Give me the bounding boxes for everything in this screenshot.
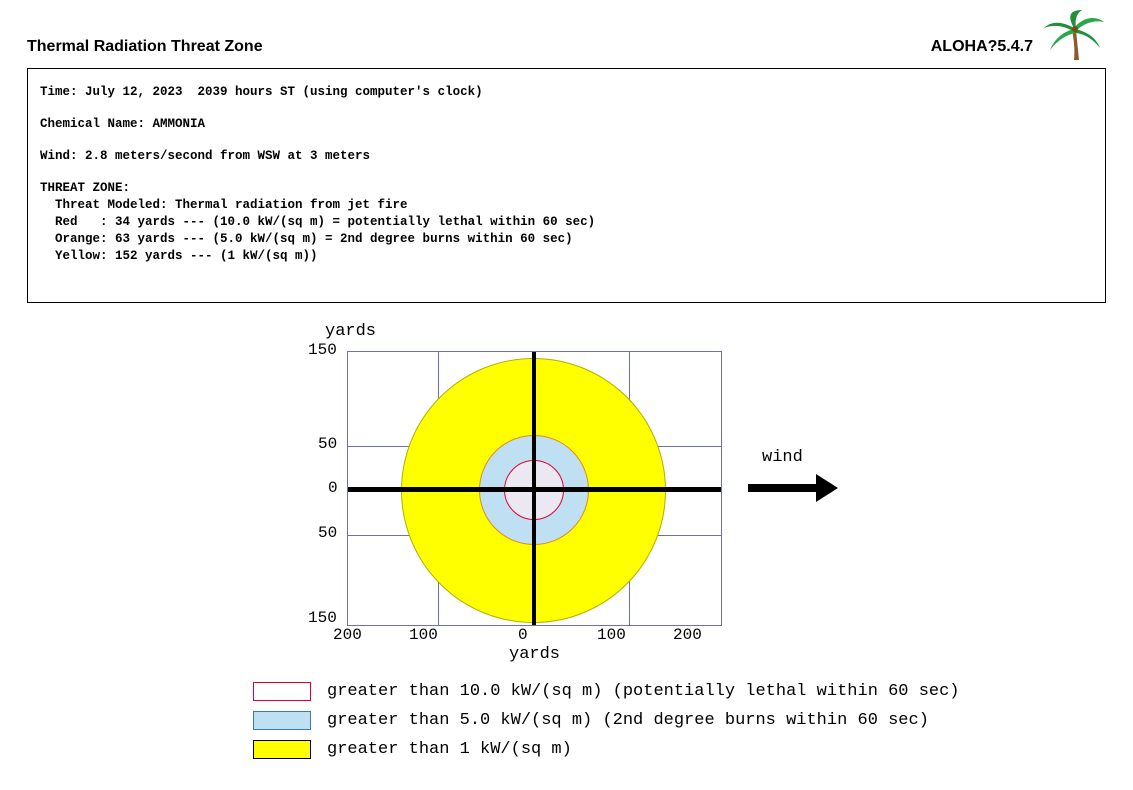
legend-swatch-yellow (253, 740, 311, 759)
page-title: Thermal Radiation Threat Zone (27, 38, 263, 55)
legend-label: greater than 10.0 kW/(sq m) (potentially lethal within 60 sec) (327, 681, 960, 701)
report-line-red: Red : 34 yards --- (10.0 kW/(sq m) = potentially lethal within 60 sec) (40, 215, 596, 229)
threat-report-panel (27, 68, 1106, 303)
y-tick-label: 150 (308, 341, 337, 359)
app-version-label: ALOHA?5.4.7 (930, 38, 1033, 55)
y-tick-label: 150 (308, 609, 337, 627)
wind-direction-indicator (748, 448, 858, 508)
x-tick-label: 200 (333, 626, 362, 644)
gridline-horizontal (348, 535, 721, 536)
x-tick-label: 100 (409, 626, 438, 644)
legend-label: greater than 1 kW/(sq m) (327, 739, 572, 759)
report-line-zone-head: THREAT ZONE: (40, 181, 131, 195)
x-tick-label: 200 (673, 626, 702, 644)
legend-item (253, 678, 1073, 704)
y-tick-label: 50 (318, 435, 338, 453)
axis-horizontal (348, 487, 721, 492)
report-line-chemical: Chemical Name: AMMONIA (40, 117, 206, 131)
wind-arrow-head-icon (816, 474, 838, 502)
x-axis-title: yards (509, 645, 561, 664)
report-line-yellow: Yellow: 152 yards --- (1 kW/(sq m)) (40, 249, 318, 263)
zone-orange-circle (479, 435, 589, 545)
y-tick-label: 0 (328, 479, 338, 497)
axis-vertical (532, 352, 536, 625)
report-line-model: Threat Modeled: Thermal radiation from jet fire (40, 198, 408, 212)
legend-label: greater than 5.0 kW/(sq m) (2nd degree burns within 60 sec) (327, 710, 929, 730)
palm-tree-icon (1038, 10, 1108, 62)
legend-swatch-red (253, 682, 311, 701)
report-line-wind: Wind: 2.8 meters/second from WSW at 3 meters (40, 149, 371, 163)
x-tick-label: 0 (518, 626, 528, 644)
y-tick-label: 50 (318, 524, 338, 542)
x-tick-label: 100 (597, 626, 626, 644)
legend-item (253, 707, 1073, 733)
legend-swatch-orange (253, 711, 311, 730)
wind-label: wind (762, 448, 803, 467)
legend-item (253, 736, 1073, 762)
zone-yellow-circle (401, 358, 666, 623)
gridline-horizontal (348, 446, 721, 447)
legend (253, 678, 1073, 765)
plot-canvas (347, 351, 722, 626)
gridline-vertical (438, 352, 439, 625)
y-axis-title: yards (325, 322, 377, 341)
gridline-vertical (629, 352, 630, 625)
report-line-time: Time: July 12, 2023 2039 hours ST (using computer's clock) (40, 85, 483, 99)
wind-arrow-icon (748, 484, 818, 492)
zone-red-circle (504, 460, 564, 520)
report-line-orange: Orange: 63 yards --- (5.0 kW/(sq m) = 2nd degree burns within 60 sec) (40, 232, 573, 246)
